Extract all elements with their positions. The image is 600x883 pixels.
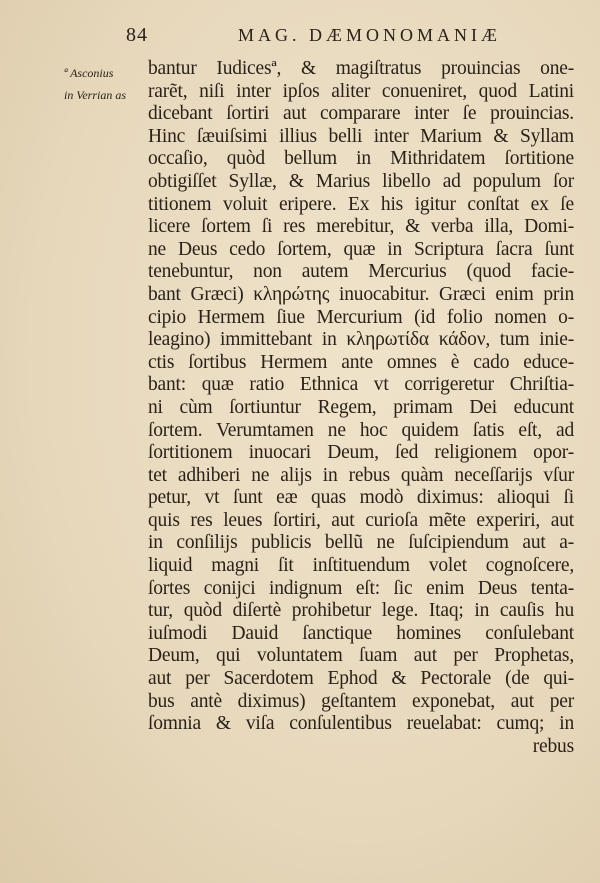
- margin-notes: [64, 62, 154, 106]
- text-line: in conſilijs publicis bellũ ne ſuſcipiendum aut a-: [148, 532, 574, 554]
- text-line: tet adhiberi ne alijs in rebus quàm neceſſarijs vſur: [148, 464, 574, 486]
- text-line: ſortes conijci indignum eſt: ſic enim Deus tenta-: [148, 577, 574, 599]
- text-line: aut per Sacerdotem Ephod & Pectorale (de qui-: [148, 668, 574, 690]
- text-line: dicebant ſortiri aut comparare inter ſe prouincias.: [148, 103, 574, 125]
- text-line: licere ſortem ſi res merebitur, & verba illa, Domi-: [148, 216, 574, 238]
- margin-note: ª Asconius: [64, 66, 114, 80]
- page-header: [126, 24, 560, 50]
- text-line: Deum, qui voluntatem ſuam aut per Prophetas,: [148, 645, 574, 667]
- text-line: ne Deus cedo ſortem, quæ in Scriptura ſacra ſunt: [148, 238, 574, 260]
- text-line: petur, vt ſunt eæ quas modò diximus: alioqui ſi: [148, 487, 574, 509]
- page-number: 84: [126, 24, 148, 46]
- text-line: bant: quæ ratio Ethnica vt corrigeretur Chriſtia-: [148, 374, 574, 396]
- text-line: cipio Hermem ſiue Mercurium (id folio nomen o-: [148, 306, 574, 328]
- text-line: ſortitionem inuocari Deum, ſed religionem opor-: [148, 442, 574, 464]
- body-text: [148, 58, 574, 758]
- text-line: obtigiſſet Syllæ, & Marius libello ad populum ſor: [148, 170, 574, 192]
- text-line: occaſio, quòd bellum in Mithridatem ſortitione: [148, 148, 574, 170]
- text-line: rarẽt, niſi inter ipſos aliter conueniret, quod Latini: [148, 80, 574, 102]
- text-line: rebus: [532, 735, 574, 757]
- text-line: Hinc ſæuiſsimi illius belli inter Marium & Syllam: [148, 125, 574, 147]
- text-line: tur, quòd diſertè prohibetur lege. Itaq; in cauſis hu: [148, 600, 574, 622]
- text-line: tenebuntur, non autem Mercurius (quod facie-: [148, 261, 574, 283]
- text-line: leagino) immittebant in κληρωτίδα κάδον, tum inie-: [148, 329, 574, 351]
- text-line: titionem voluit eripere. Ex his igitur conſtat ex ſe: [148, 193, 574, 215]
- text-line: ni cùm ſortiuntur Regem, primam Dei educunt: [148, 396, 574, 418]
- text-line: bant Græci) κληρώτης inuocabitur. Græci enim prin: [148, 283, 574, 305]
- running-head: MAG. DÆMONOMANIÆ: [238, 25, 502, 45]
- text-line: ſortem. Verumtamen ne hoc quidem ſatis eſt, ad: [148, 419, 574, 441]
- margin-note: in Verrian as: [64, 88, 127, 102]
- text-line: quis res leues ſortiri, aut curioſa mẽte experiri, aut: [148, 509, 574, 531]
- text-line: ſomnia & viſa conſulentibus reuelabat: cumq; in: [148, 713, 574, 735]
- text-line: ctis ſortibus Hermem ante omnes è cado educe-: [148, 351, 574, 373]
- text-line: liquid magni ſit inſtituendum volet cognoſcere,: [148, 555, 574, 577]
- text-line: bus antè diximus) geſtantem exponebat, aut per: [148, 690, 574, 712]
- text-line: iuſmodi Dauid ſanctique homines conſulebant: [148, 622, 574, 644]
- text-line: bantur Iudicesª, & magiſtratus prouincias one-: [148, 58, 574, 79]
